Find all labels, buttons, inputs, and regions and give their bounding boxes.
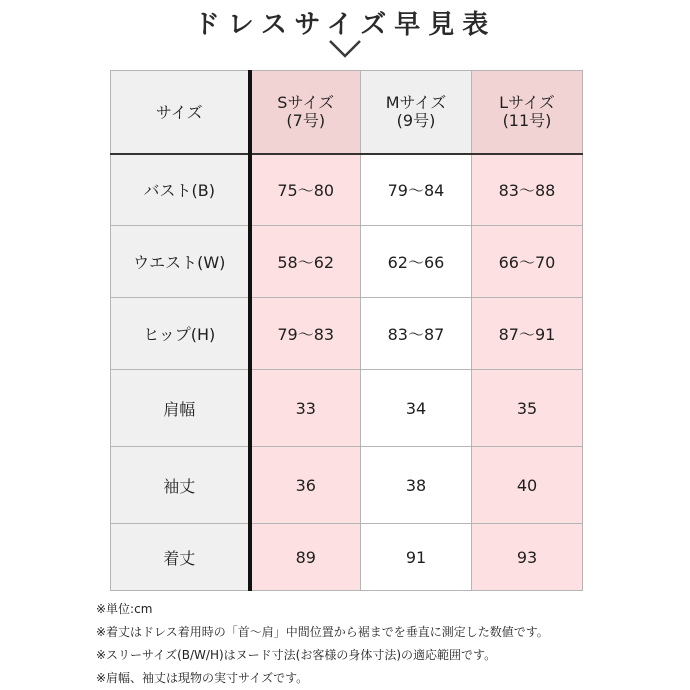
corner-label: サイズ [111,71,250,154]
column-header-size: Lサイズ [499,92,555,112]
table-cell: 66〜70 [472,226,583,298]
column-header-number: (7号) [286,110,326,130]
chevron-down-icon [328,38,362,60]
row-label: 袖丈 [111,447,250,524]
table-cell: 40 [472,447,583,524]
row-label: バスト(B) [111,154,250,226]
table-cell: 79〜84 [361,154,472,226]
table-row [111,524,583,591]
row-label: ウエスト(W) [111,226,250,298]
table-row [111,298,583,370]
footnote: ※単位:cm [96,602,153,616]
row-label: ヒップ(H) [111,298,250,370]
table-cell: 62〜66 [361,226,472,298]
row-label: 着丈 [111,524,250,591]
footnote: ※スリーサイズ(B/W/H)はヌード寸法(お客様の身体寸法)の適応範囲です。 [96,648,497,662]
table-cell: 83〜88 [472,154,583,226]
table-cell: 83〜87 [361,298,472,370]
column-header-l [472,71,583,154]
table-row [111,370,583,447]
footnote: ※着丈はドレス着用時の「首〜肩」中間位置から裾までを垂直に測定した数値です。 [96,625,549,639]
row-label: 肩幅 [111,370,250,447]
table-row [111,226,583,298]
table-cell: 35 [472,370,583,447]
footnotes [96,598,676,690]
table-cell: 89 [250,524,361,591]
table-cell: 36 [250,447,361,524]
table-cell: 79〜83 [250,298,361,370]
page-title: ドレスサイズ早見表 [193,10,497,40]
column-header-number: (11号) [502,110,552,130]
column-header-number: (9号) [396,110,436,130]
table-row [111,154,583,226]
column-header-size: Sサイズ [277,92,335,112]
table-cell: 93 [472,524,583,591]
column-header-m [361,71,472,154]
table-cell: 38 [361,447,472,524]
table-cell: 33 [250,370,361,447]
table-cell: 58〜62 [250,226,361,298]
table-cell: 87〜91 [472,298,583,370]
table-header-row [111,71,583,154]
table-cell: 75〜80 [250,154,361,226]
table-cell: 91 [361,524,472,591]
table-cell: 34 [361,370,472,447]
size-chart-table [110,70,583,591]
table-row [111,447,583,524]
column-header-size: Mサイズ [385,92,447,112]
column-header-s [250,71,361,154]
footnote: ※肩幅、袖丈は現物の実寸サイズです。 [96,671,309,685]
